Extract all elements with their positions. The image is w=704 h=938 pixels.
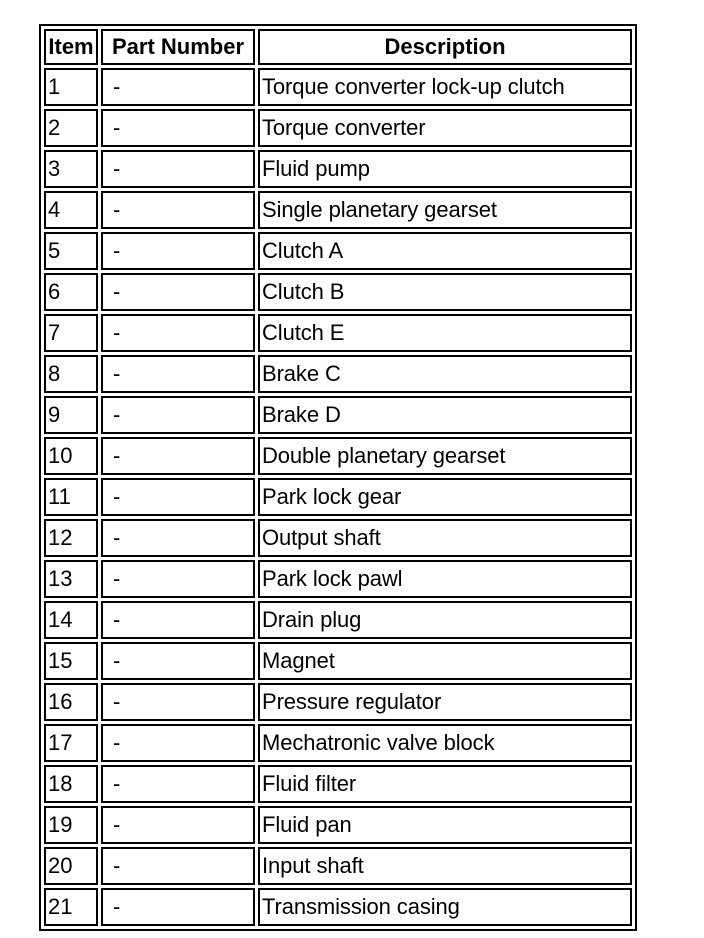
- cell-description: Fluid pan: [258, 806, 632, 844]
- cell-item: 7: [44, 314, 98, 352]
- cell-description: Park lock pawl: [258, 560, 632, 598]
- cell-item: 11: [44, 478, 98, 516]
- table-row: [44, 601, 632, 639]
- table-row: [44, 355, 632, 393]
- table-row: [44, 109, 632, 147]
- cell-item: 13: [44, 560, 98, 598]
- cell-part-number: -: [101, 150, 255, 188]
- cell-description: Brake D: [258, 396, 632, 434]
- cell-description: Output shaft: [258, 519, 632, 557]
- cell-part-number: -: [101, 68, 255, 106]
- cell-part-number: -: [101, 765, 255, 803]
- table-row: [44, 683, 632, 721]
- cell-part-number: -: [101, 560, 255, 598]
- cell-description: Fluid pump: [258, 150, 632, 188]
- table-row: [44, 314, 632, 352]
- table-row: [44, 150, 632, 188]
- cell-item: 17: [44, 724, 98, 762]
- cell-item: 12: [44, 519, 98, 557]
- cell-item: 21: [44, 888, 98, 926]
- cell-part-number: -: [101, 232, 255, 270]
- header-description: Description: [258, 29, 632, 65]
- cell-description: Brake C: [258, 355, 632, 393]
- table-row: [44, 519, 632, 557]
- cell-description: Transmission casing: [258, 888, 632, 926]
- table-row: [44, 478, 632, 516]
- cell-description: Torque converter: [258, 109, 632, 147]
- cell-part-number: -: [101, 191, 255, 229]
- header-row: [44, 29, 632, 65]
- cell-description: Single planetary gearset: [258, 191, 632, 229]
- table-row: [44, 888, 632, 926]
- table-row: [44, 273, 632, 311]
- cell-description: Park lock gear: [258, 478, 632, 516]
- table-row: [44, 437, 632, 475]
- table-row: [44, 847, 632, 885]
- cell-item: 5: [44, 232, 98, 270]
- cell-item: 1: [44, 68, 98, 106]
- cell-item: 15: [44, 642, 98, 680]
- cell-part-number: -: [101, 478, 255, 516]
- table-row: [44, 724, 632, 762]
- cell-description: Clutch E: [258, 314, 632, 352]
- cell-item: 18: [44, 765, 98, 803]
- table-row: [44, 806, 632, 844]
- cell-description: Fluid filter: [258, 765, 632, 803]
- cell-item: 2: [44, 109, 98, 147]
- cell-part-number: -: [101, 601, 255, 639]
- table-row: [44, 765, 632, 803]
- cell-description: Double planetary gearset: [258, 437, 632, 475]
- cell-part-number: -: [101, 847, 255, 885]
- cell-description: Torque converter lock-up clutch: [258, 68, 632, 106]
- table-row: [44, 232, 632, 270]
- header-item: Item: [44, 29, 98, 65]
- cell-item: 10: [44, 437, 98, 475]
- cell-description: Magnet: [258, 642, 632, 680]
- cell-item: 6: [44, 273, 98, 311]
- cell-part-number: -: [101, 314, 255, 352]
- cell-description: Drain plug: [258, 601, 632, 639]
- table-row: [44, 560, 632, 598]
- header-part-number: Part Number: [101, 29, 255, 65]
- table-row: [44, 68, 632, 106]
- cell-part-number: -: [101, 273, 255, 311]
- cell-part-number: -: [101, 642, 255, 680]
- table-header: [44, 29, 632, 65]
- table-row: [44, 396, 632, 434]
- cell-item: 16: [44, 683, 98, 721]
- cell-part-number: -: [101, 355, 255, 393]
- cell-description: Clutch B: [258, 273, 632, 311]
- cell-item: 20: [44, 847, 98, 885]
- cell-item: 8: [44, 355, 98, 393]
- cell-part-number: -: [101, 437, 255, 475]
- table-row: [44, 642, 632, 680]
- cell-part-number: -: [101, 806, 255, 844]
- cell-item: 4: [44, 191, 98, 229]
- cell-part-number: -: [101, 396, 255, 434]
- cell-description: Pressure regulator: [258, 683, 632, 721]
- cell-part-number: -: [101, 683, 255, 721]
- cell-part-number: -: [101, 724, 255, 762]
- cell-description: Mechatronic valve block: [258, 724, 632, 762]
- cell-item: 3: [44, 150, 98, 188]
- cell-item: 19: [44, 806, 98, 844]
- cell-description: Input shaft: [258, 847, 632, 885]
- cell-description: Clutch A: [258, 232, 632, 270]
- cell-part-number: -: [101, 888, 255, 926]
- cell-item: 9: [44, 396, 98, 434]
- cell-item: 14: [44, 601, 98, 639]
- table-body: [44, 68, 632, 926]
- cell-part-number: -: [101, 109, 255, 147]
- parts-table: [39, 24, 637, 931]
- cell-part-number: -: [101, 519, 255, 557]
- table-row: [44, 191, 632, 229]
